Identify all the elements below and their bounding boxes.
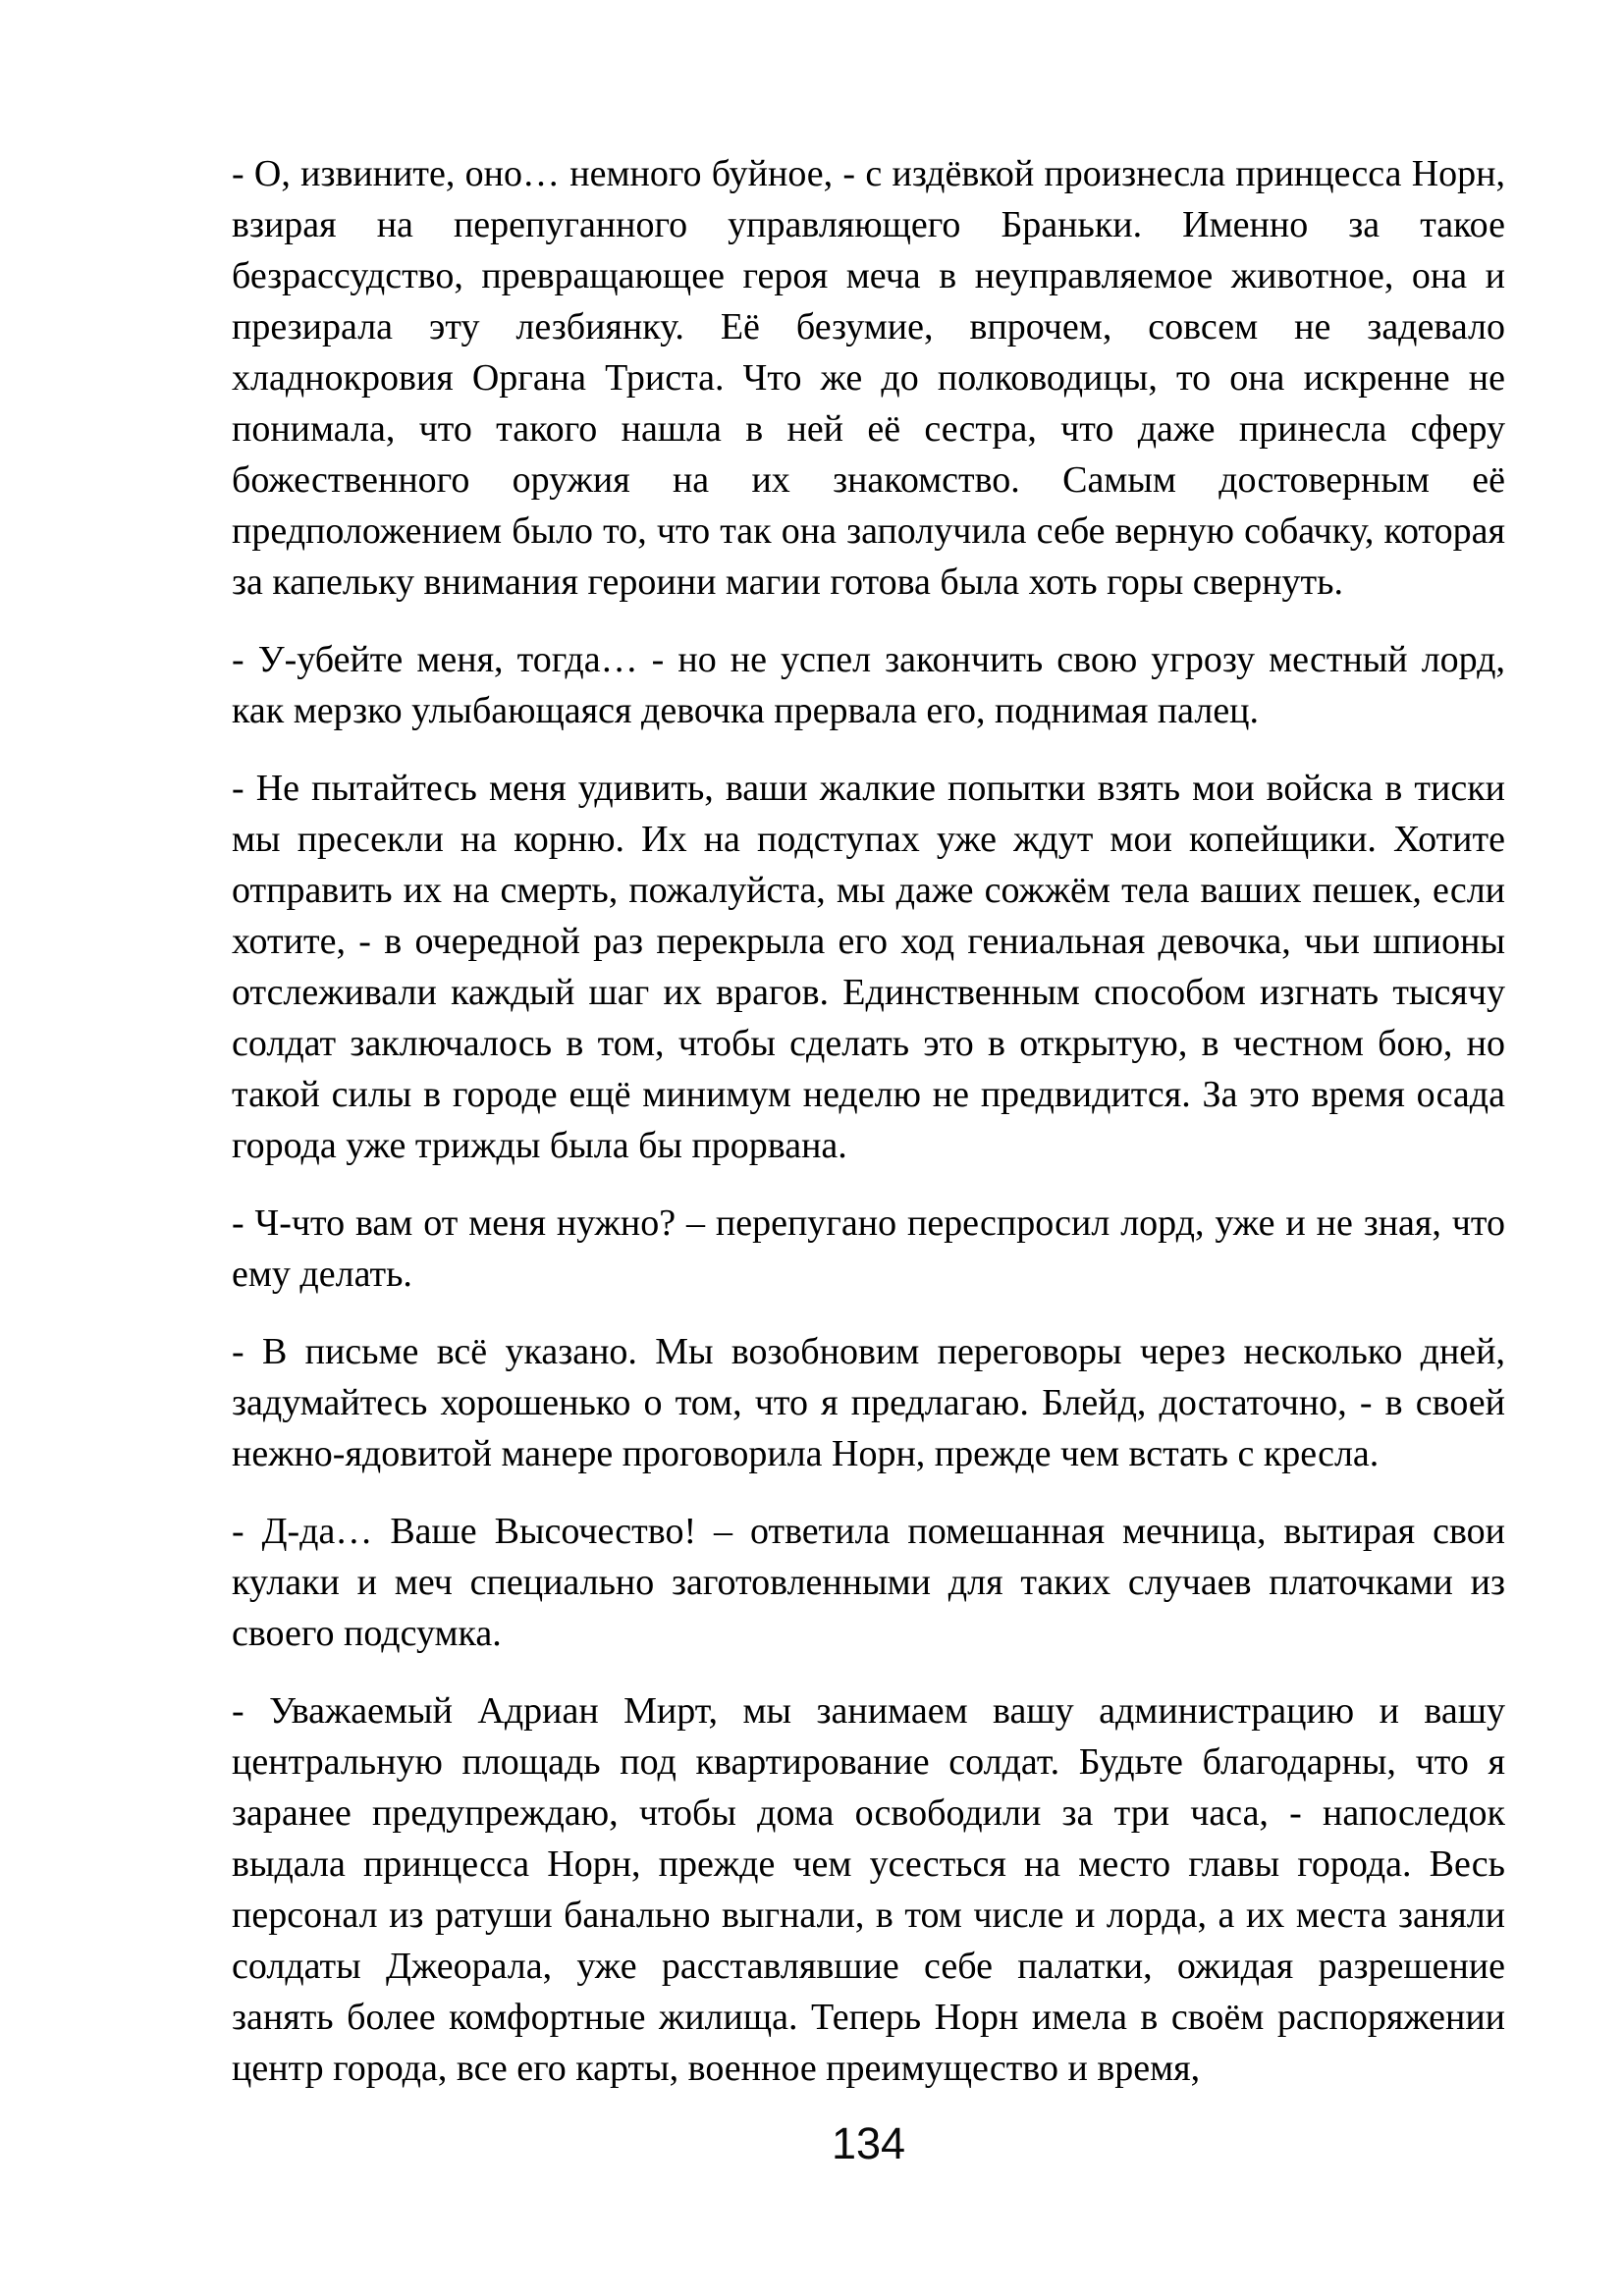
paragraph: - О, извините, оно… немного буйное, - с издёвкой произнесла принцесса Норн, взирая на перепуганного управляющего Браньки. Именно за такое безрассудство, превращающее героя меча в неуправляемое животное, она и презирала эту лезбиянку. Её безумие, впрочем, совсем не задевало хладнокровия Органа Триста. Что же до полководицы, то она искренне не понимала, что такого нашла в ней её сестра, что даже принесла сферу божественного оружия на их знакомство. Самым достоверным её предположением было то, что так она заполучила себе верную собачку, которая за капельку внимания героини магии готова была хоть горы свернуть.: [232, 153, 1505, 603]
paragraph: - В письме всё указано. Мы возобновим переговоры через несколько дней, задумайтесь хорошенько о том, что я предлагаю. Блейд, достаточно, - в своей нежно-ядовитой манере проговорила Норн, прежде чем встать с кресла.: [232, 1331, 1505, 1474]
paragraph: - Уважаемый Адриан Мирт, мы занимаем вашу администрацию и вашу центральную площадь под квартирование солдат. Будьте благодарны, что я заранее предупреждаю, чтобы дома освободили за три часа, - напоследок выдала принцесса Норн, прежде чем усесться на место главы города. Весь персонал из ратуши банально выгнали, в том числе и лорда, а их места заняли солдаты Джеорала, уже расставлявшие себе палатки, ожидая разрешение занять более комфортные жилища. Теперь Норн имела в своём распоряжении центр города, все его карты, военное преимущество и время,: [232, 1690, 1505, 2089]
paragraph: - Не пытайтесь меня удивить, ваши жалкие попытки взять мои войска в тиски мы пресекли на корню. Их на подступах уже ждут мои копейщики. Хотите отправить их на смерть, пожалуйста, мы даже сожжём тела ваших пешек, если хотите, - в очередной раз перекрыла его ход гениальная девочка, чьи шпионы отслеживали каждый шаг их врагов. Единственным способом изгнать тысячу солдат заключалось в том, чтобы сделать это в открытую, в честном бою, но такой силы в городе ещё минимум неделю не предвидится. За это время осада города уже трижды была бы прорвана.: [232, 768, 1505, 1166]
text-block: [232, 148, 1505, 2094]
paragraph: - Д-да… Ваше Высочество! – ответила помешанная мечница, вытирая свои кулаки и меч специально заготовленными для таких случаев платочками из своего подсумка.: [232, 1511, 1505, 1654]
page-number: 134: [831, 2118, 906, 2168]
paragraph: - Ч-что вам от меня нужно? – перепугано переспросил лорд, уже и не зная, что ему делать.: [232, 1202, 1505, 1295]
paragraph: - У-убейте меня, тогда… - но не успел закончить свою угрозу местный лорд, как мерзко улыбающаяся девочка прервала его, поднимая палец.: [232, 639, 1505, 731]
